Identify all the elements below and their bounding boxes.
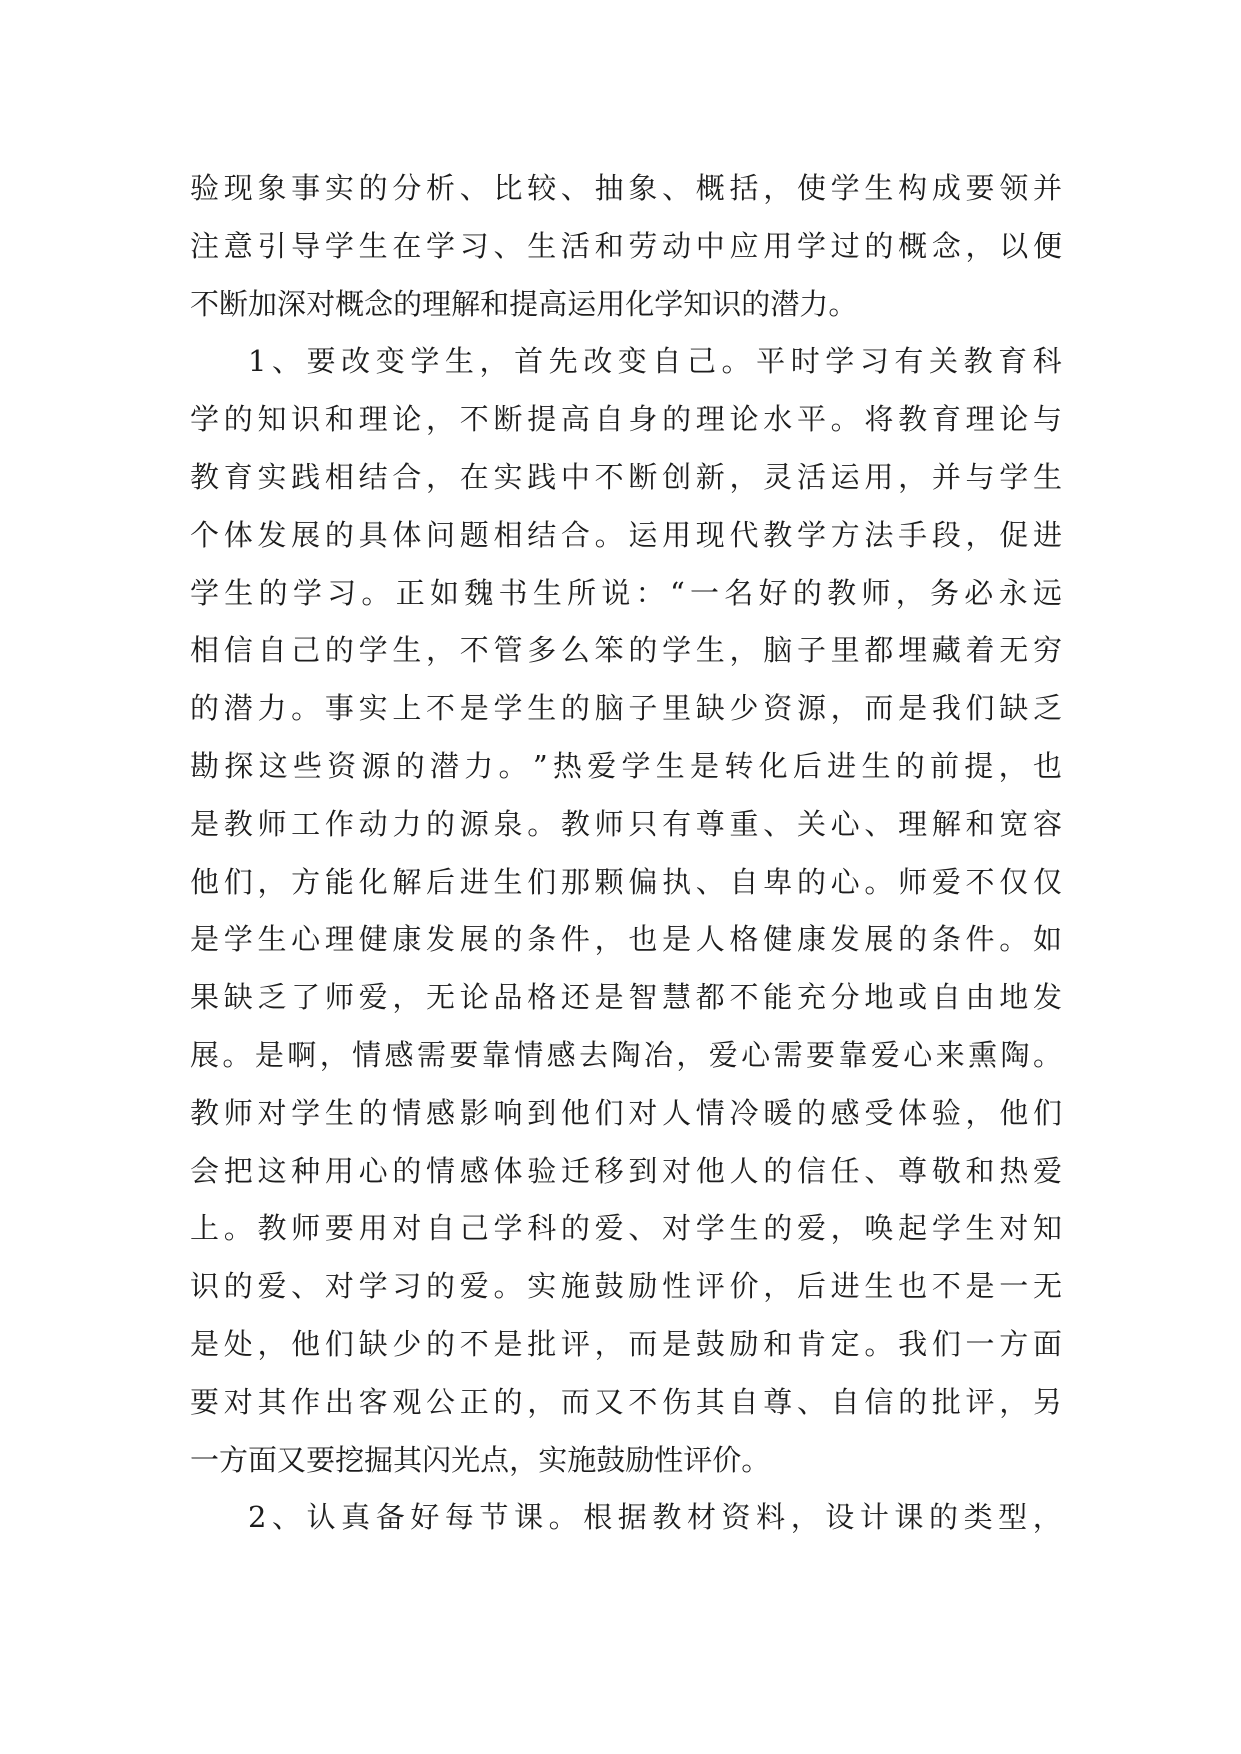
- text-line: 教 师 对 学 生 的 情 感 影 响 到 他 们 对 人 情 冷 暖 的 感 受 体 验 ， 他 们: [190, 1095, 1062, 1130]
- text-line: 教 育 实 践 相 结 合 ， 在 实 践 中 不 断 创 新 ， 灵 活 运 用 ， 并 与 学 生: [190, 459, 1062, 494]
- text-line: 果 缺 乏 了 师 爱 ， 无 论 品 格 还 是 智 慧 都 不 能 充 分 地 或 自 由 地 发: [190, 980, 1062, 1015]
- text-line: 识 的 爱 、 对 学 习 的 爱 。 实 施 鼓 励 性 评 价 ， 后 进 生 也 不 是 一 无: [190, 1269, 1062, 1304]
- text-line: 是 学 生 心 理 健 康 发 展 的 条 件 ， 也 是 人 格 健 康 发 展 的 条 件 。 如: [190, 922, 1062, 957]
- text-line: 会 把 这 种 用 心 的 情 感 体 验 迁 移 到 对 他 人 的 信 任 、 尊 敬 和 热 爱: [190, 1153, 1062, 1188]
- text-line: 个 体 发 展 的 具 体 问 题 相 结 合 。 运 用 现 代 教 学 方 法 手 段 ， 促 进: [190, 517, 1062, 552]
- text-line: 的 潜 力 。 事 实 上 不 是 学 生 的 脑 子 里 缺 少 资 源 ， 而 是 我 们 缺 乏: [190, 691, 1062, 726]
- text-line: 学 生 的 学 习 。 正 如 魏 书 生 所 说 ： “ 一 名 好 的 教 师 ， 务 必 永 远: [190, 575, 1062, 610]
- text-line: 相 信 自 己 的 学 生 ， 不 管 多 么 笨 的 学 生 ， 脑 子 里 都 埋 藏 着 无 穷: [190, 633, 1062, 668]
- text-line: 展 。 是 啊 ， 情 感 需 要 靠 情 感 去 陶 冶 ， 爱 心 需 要 靠 爱 心 来 熏 陶 。: [190, 1037, 1062, 1072]
- text-line: 是 教 师 工 作 动 力 的 源 泉 。 教 师 只 有 尊 重 、 关 心 、 理 解 和 宽 容: [190, 806, 1062, 841]
- text-line: 注 意 引 导 学 生 在 学 习 、 生 活 和 劳 动 中 应 用 学 过 的 概 念 ， 以 便: [190, 228, 1062, 263]
- text-line: 不 断 加 深 对 概 念 的 理 解 和 提 高 运 用 化 学 知 识 的 潜 力 。: [190, 286, 858, 321]
- text-line: 他 们 ， 方 能 化 解 后 进 生 们 那 颗 偏 执 、 自 卑 的 心 。 师 爱 不 仅 仅: [190, 864, 1062, 899]
- text-line: 勘 探 这 些 资 源 的 潜 力 。 ” 热 爱 学 生 是 转 化 后 进 生 的 前 提 ， 也: [190, 748, 1062, 783]
- text-line: 是 处 ， 他 们 缺 少 的 不 是 批 评 ， 而 是 鼓 励 和 肯 定 。 我 们 一 方 面: [190, 1326, 1062, 1361]
- text-line: 要 对 其 作 出 客 观 公 正 的 ， 而 又 不 伤 其 自 尊 、 自 信 的 批 评 ， 另: [190, 1384, 1062, 1419]
- text-line: 上 。 教 师 要 用 对 自 己 学 科 的 爱 、 对 学 生 的 爱 ， 唤 起 学 生 对 知: [190, 1211, 1062, 1246]
- text-line: 一 方 面 又 要 挖 掘 其 闪 光 点 ， 实 施 鼓 励 性 评 价 。: [190, 1442, 771, 1477]
- body-text: [190, 160, 1062, 1547]
- text-line: 2 、 认 真 备 好 每 节 课 。 根 据 教 材 资 料 ， 设 计 课 的 类 型 ，: [248, 1500, 1062, 1535]
- text-line: 1 、 要 改 变 学 生 ， 首 先 改 变 自 己 。 平 时 学 习 有 关 教 育 科: [248, 344, 1062, 379]
- text-line: 验 现 象 事 实 的 分 析 、 比 较 、 抽 象 、 概 括 ， 使 学 生 构 成 要 领 并: [190, 171, 1062, 205]
- text-line: 学 的 知 识 和 理 论 ， 不 断 提 高 自 身 的 理 论 水 平 。 将 教 育 理 论 与: [190, 402, 1062, 437]
